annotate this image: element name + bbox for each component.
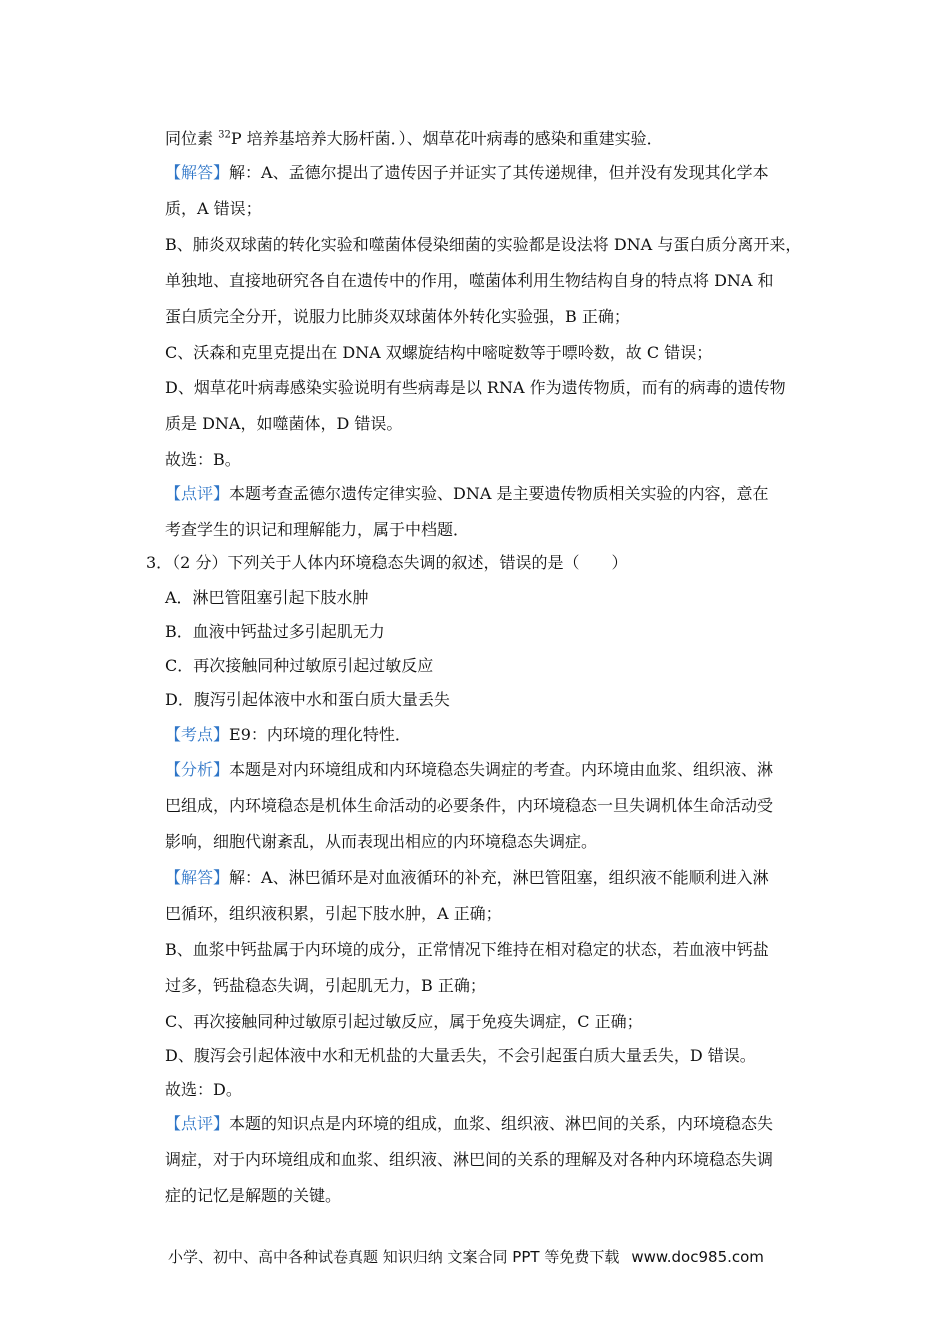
text-span: 解：A、孟德尔提出了遗传因子并证实了其传递规律，但并没有发现其化学本 <box>229 163 769 182</box>
text-line: 蛋白质完全分开，说服力比肺炎双球菌体外转化实验强，B 正确； <box>165 307 630 326</box>
text-line: B、血浆中钙盐属于内环境的成分，正常情况下维持在相对稳定的状态，若血液中钙盐 <box>165 940 769 959</box>
analysis-line <box>165 760 773 780</box>
text-line: 质是 DNA，如噬菌体，D 错误。 <box>165 414 403 433</box>
analysis-tag: 【分析】 <box>165 760 230 779</box>
text-line: B、肺炎双球菌的转化实验和噬菌体侵染细菌的实验都是设法将 DNA 与蛋白质分离开来， <box>165 235 802 254</box>
text-line: 故选：D。 <box>165 1080 242 1099</box>
answer-line <box>165 163 769 183</box>
kaodian-line <box>165 725 411 745</box>
footer-link[interactable]: www.doc985.com <box>631 1248 764 1266</box>
text-line: C、再次接触同种过敏原引起过敏反应，属于免疫失调症，C 正确； <box>165 1012 643 1031</box>
text-line: 过多，钙盐稳态失调，引起肌无力，B 正确； <box>165 976 486 995</box>
text-span: 本题的知识点是内环境的组成，血浆、组织液、淋巴间的关系，内环境稳态失 <box>229 1114 774 1133</box>
option-c: C．再次接触同种过敏原引起过敏反应 <box>165 656 434 675</box>
text-line: 巴组成，内环境稳态是机体生命活动的必要条件，内环境稳态一旦失调机体生命活动受 <box>165 796 774 815</box>
option-b: B．血液中钙盐过多引起肌无力 <box>165 622 385 641</box>
text-line: D、腹泻会引起体液中水和无机盐的大量丢失，不会引起蛋白质大量丢失，D 错误。 <box>165 1046 756 1065</box>
comment-tag: 【点评】 <box>165 1114 230 1133</box>
text-line: 单独地、直接地研究各自在遗传中的作用，噬菌体利用生物结构自身的特点将 DNA 和 <box>165 271 774 290</box>
superscript: 32 <box>218 129 231 141</box>
text-span: 解：A、淋巴循环是对血液循环的补充，淋巴管阻塞，组织液不能顺利进入淋 <box>229 868 769 887</box>
text-line: 巴循环，组织液积累，引起下肢水肿，A 正确； <box>165 904 502 923</box>
text-span: 本题考查孟德尔遗传定律实验、DNA 是主要遗传物质相关实验的内容，意在 <box>229 484 769 503</box>
answer-tag: 【解答】 <box>165 868 230 887</box>
comment-line <box>165 1114 773 1134</box>
text-line: 影响，细胞代谢紊乱，从而表现出相应的内环境稳态失调症。 <box>165 832 598 851</box>
text-line: 故选：B。 <box>165 450 241 469</box>
option-a: A．淋巴管阻塞引起下肢水肿 <box>165 588 369 607</box>
comment-tag: 【点评】 <box>165 484 230 503</box>
text-line: C、沃森和克里克提出在 DNA 双螺旋结构中嘧啶数等于嘌呤数，故 C 错误； <box>165 343 713 362</box>
question-stem: 3．（2 分）下列关于人体内环境稳态失调的叙述，错误的是（ ） <box>146 553 628 572</box>
footer-text: 小学、初中、高中各种试卷真题 知识归纳 文案合同 PPT 等免费下载 <box>168 1248 620 1266</box>
text-line <box>165 129 663 149</box>
text-line: 症的记忆是解题的关键。 <box>165 1186 342 1205</box>
page-footer <box>168 1246 764 1267</box>
option-d: D．腹泻引起体液中水和蛋白质大量丢失 <box>165 690 450 709</box>
answer-line <box>165 868 769 888</box>
kaodian-tag: 【考点】 <box>165 725 230 744</box>
text-line: 质，A 错误； <box>165 199 262 218</box>
answer-tag: 【解答】 <box>165 163 230 182</box>
text-span: 同位素 <box>165 129 219 148</box>
text-span: P 培养基培养大肠杆菌．）、烟草花叶病毒的感染和重建实验． <box>230 129 663 148</box>
text-line: 调症，对于内环境组成和血浆、组织液、淋巴间的关系的理解及对各种内环境稳态失调 <box>165 1150 774 1169</box>
text-line: D、烟草花叶病毒感染实验说明有些病毒是以 RNA 作为遗传物质，而有的病毒的遗传物 <box>165 378 786 397</box>
text-span: 本题是对内环境组成和内环境稳态失调症的考查。内环境由血浆、组织液、淋 <box>229 760 774 779</box>
text-line: 考查学生的识记和理解能力，属于中档题． <box>165 520 470 539</box>
comment-line <box>165 484 769 504</box>
text-span: E9：内环境的理化特性． <box>229 725 411 744</box>
